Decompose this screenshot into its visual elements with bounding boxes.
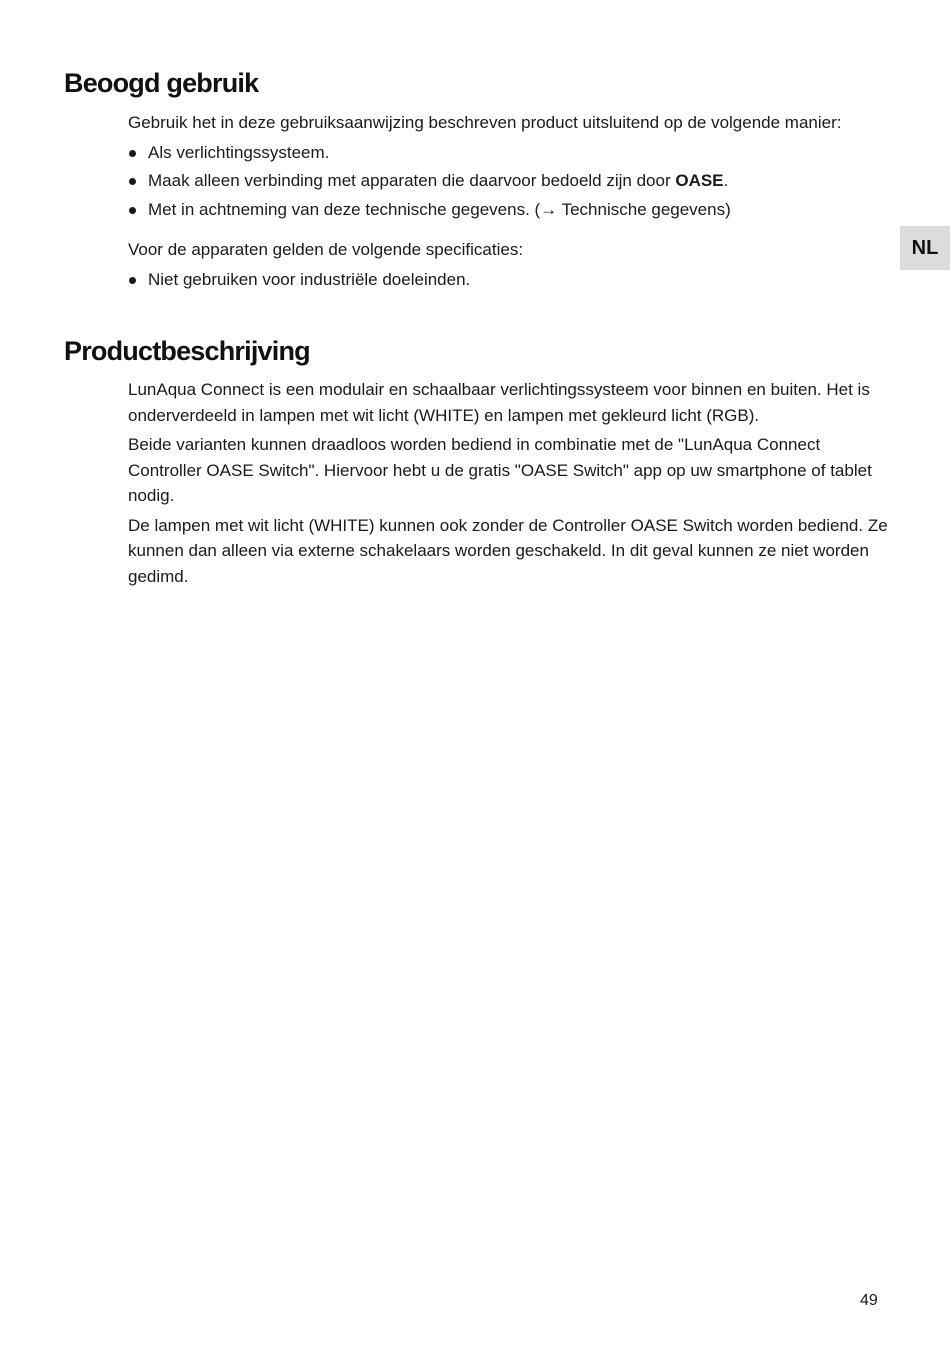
product-description-block: [128, 377, 888, 593]
list-item-suffix: .: [723, 171, 729, 190]
list-item-text: Niet gebruiken voor industriële doeleinden.: [148, 269, 471, 289]
specifications-block: [128, 237, 888, 295]
list-item: [128, 197, 888, 223]
section-title-product-description: Productbeschrijving: [64, 336, 310, 366]
list-item-text: Maak alleen verbinding met apparaten die daarvoor bedoeld zijn door: [148, 171, 676, 190]
list-item: [128, 267, 888, 293]
paragraph: LunAqua Connect is een modulair en schaalbaar verlichtingssysteem voor binnen en buiten. Het is onderverdeeld in lampen met wit licht (WHITE) en lampen met gekleurd licht (RGB).: [128, 380, 870, 425]
paragraph: De lampen met wit licht (WHITE) kunnen ook zonder de Controller OASE Switch worden bediend. Ze kunnen dan alleen via externe schakelaars worden geschakeld. In dit geval kunnen ze niet worden gedimd.: [128, 515, 888, 586]
paragraph: Beide varianten kunnen draadloos worden bediend in combinatie met de "LunAqua Connect Controller OASE Switch". Hiervoor hebt u de gratis "OASE Switch" app op uw smartphone of tablet nodig.: [128, 435, 872, 505]
list-item: [128, 168, 888, 194]
page-number: 49: [860, 1292, 878, 1309]
specifications-list: [128, 267, 888, 293]
intended-use-intro: Gebruik het in deze gebruiksaanwijzing beschreven product uitsluitend op de volgende manier:: [128, 113, 842, 132]
list-item-text: Met in achtneming van deze technische gegevens. (→ Technische gegevens): [148, 199, 731, 219]
section-title-intended-use: Beoogd gebruik: [64, 68, 259, 98]
intended-use-block: [128, 110, 888, 225]
intended-use-list: [128, 140, 888, 223]
brand-name: OASE: [675, 171, 724, 190]
specifications-intro: Voor de apparaten gelden de volgende specificaties:: [128, 240, 524, 259]
language-tab: NL: [900, 226, 950, 270]
list-item-text: Als verlichtingssysteem.: [148, 142, 330, 162]
list-item: [128, 140, 888, 166]
